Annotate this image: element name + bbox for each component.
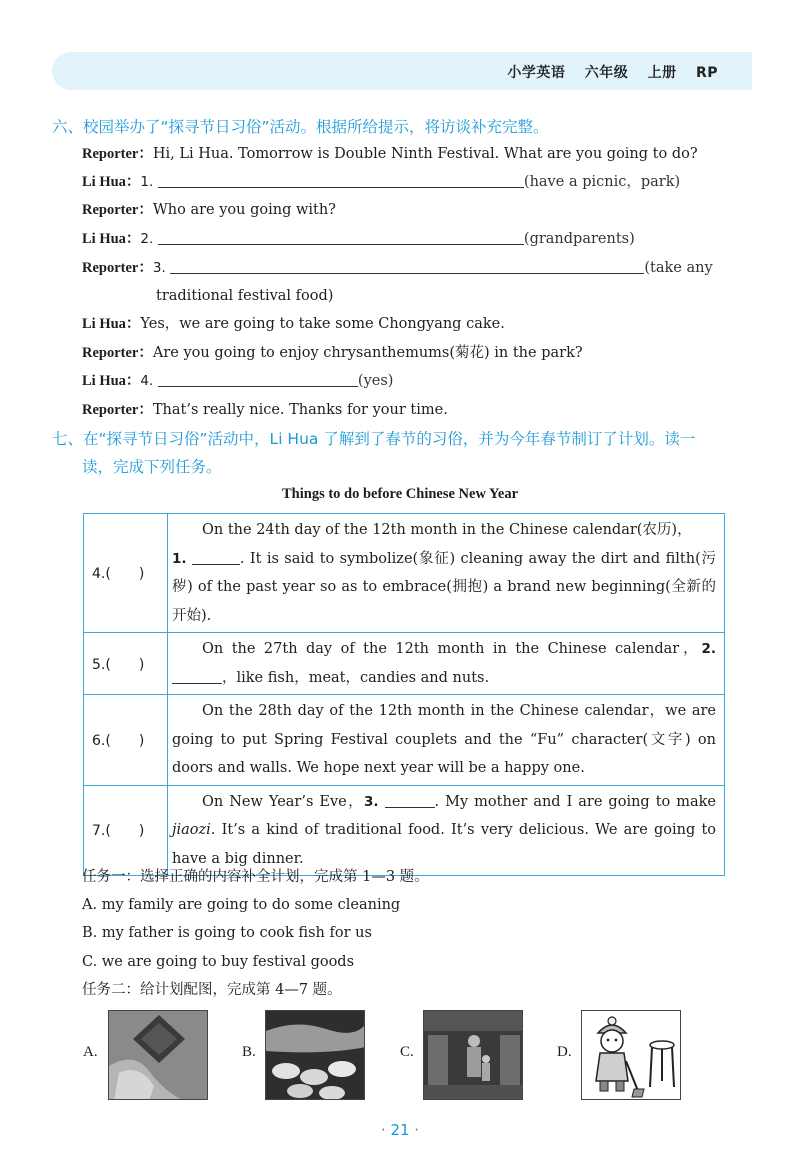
row-label[interactable]: 6.( ) [84,695,168,786]
dialog-line-6: Li Hua：Yes，we are going to take some Chongyang cake. [82,316,505,332]
header-edition: RP [695,65,718,81]
table-row [84,695,725,786]
dialog-line-7: Reporter：Are you going to enjoy chrysanthemums(菊花) in the park? [82,345,583,361]
fu-couplet-photo-icon [108,1010,208,1100]
picture-label-d: D. [557,1044,572,1060]
task1-title: 任务一：选择正确的内容补全计划，完成第 1—3 题。 [82,869,429,885]
header-info [493,62,718,82]
plan-blank-2[interactable] [172,668,222,684]
option-c: C. we are going to buy festival goods [82,954,355,970]
header-grade: 六年级 [584,65,629,81]
dialog-line-3: Reporter：Who are you going with? [82,202,336,218]
option-b: B. my father is going to cook fish for us [82,925,372,941]
table-row [84,785,725,876]
table-title: Things to do before Chinese New Year [281,486,519,502]
table-row [84,633,725,695]
row-content: On New Year’s Eve，3. . My mother and I are going to make jiaozi. It’s a kind of traditional food. It’s very delicious. We are going to have a big dinner. [168,785,725,876]
header-subject: 小学英语 [507,65,566,81]
row-content: On the 27th day of the 12th month in the Chinese calendar，2. ，like fish，meat，candies and nuts. [168,633,725,695]
task2-title: 任务二：给计划配图，完成第 4—7 题。 [82,982,342,998]
row-content: On the 24th day of the 12th month in the Chinese calendar(农历)， 1. . It is said to symbolize(象征) cleaning away the dirt and filth(污秽) of the past year so as to embrace(拥抱) a brand new beginning(全新的开始). [168,514,725,633]
answer-blank-2[interactable] [158,229,524,245]
shopping-market-photo-icon [423,1010,523,1100]
row-label[interactable]: 7.( ) [84,785,168,876]
picture-label-b: B. [242,1044,256,1060]
picture-label-c: C. [400,1044,414,1060]
row-label[interactable]: 4.( ) [84,514,168,633]
table-row [84,514,725,633]
plan-blank-3[interactable] [385,792,435,808]
plan-blank-1[interactable] [192,549,240,565]
row-label[interactable]: 5.( ) [84,633,168,695]
answer-blank-3[interactable] [170,258,644,274]
row-content: On the 28th day of the 12th month in the Chinese calendar，we are going to put Spring Festival couplets and the “Fu” character(文字) on doors and walls. We hope next year will be a happy one. [168,695,725,786]
plan-table [83,513,725,876]
page-number: · 21 · [380,1121,420,1139]
section7-title-line2: 读，完成下列任务。 [82,458,222,476]
cleaning-cartoon-icon [581,1010,681,1100]
dialog-line-1: Reporter：Hi, Li Hua. Tomorrow is Double Ninth Festival. What are you going to do? [82,146,698,162]
dialog-line-4: Li Hua：2. (grandparents) [82,231,635,247]
jiaozi-making-photo-icon [265,1010,365,1100]
answer-blank-4[interactable] [158,371,358,387]
dialog-line-9: Reporter：That’s really nice. Thanks for your time. [82,402,448,418]
dialog-line-5: Reporter：3. (take any [82,260,713,276]
picture-label-a: A. [83,1044,98,1060]
dialog-line-8: Li Hua：4. (yes) [82,373,394,389]
section7-title-line1: 七、在“探寻节日习俗”活动中，Li Hua 了解到了春节的习俗，并为今年春节制订了计划。读一 [52,430,696,448]
dialog-line-5-cont: traditional festival food) [156,288,334,304]
dialog-line-2: Li Hua：1. (have a picnic，park) [82,174,681,190]
answer-blank-1[interactable] [158,172,524,188]
option-a: A. my family are going to do some cleaning [82,897,401,913]
header-volume: 上册 [647,65,677,81]
section6-title: 六、校园举办了“探寻节日习俗”活动。根据所给提示，将访谈补充完整。 [52,118,549,136]
